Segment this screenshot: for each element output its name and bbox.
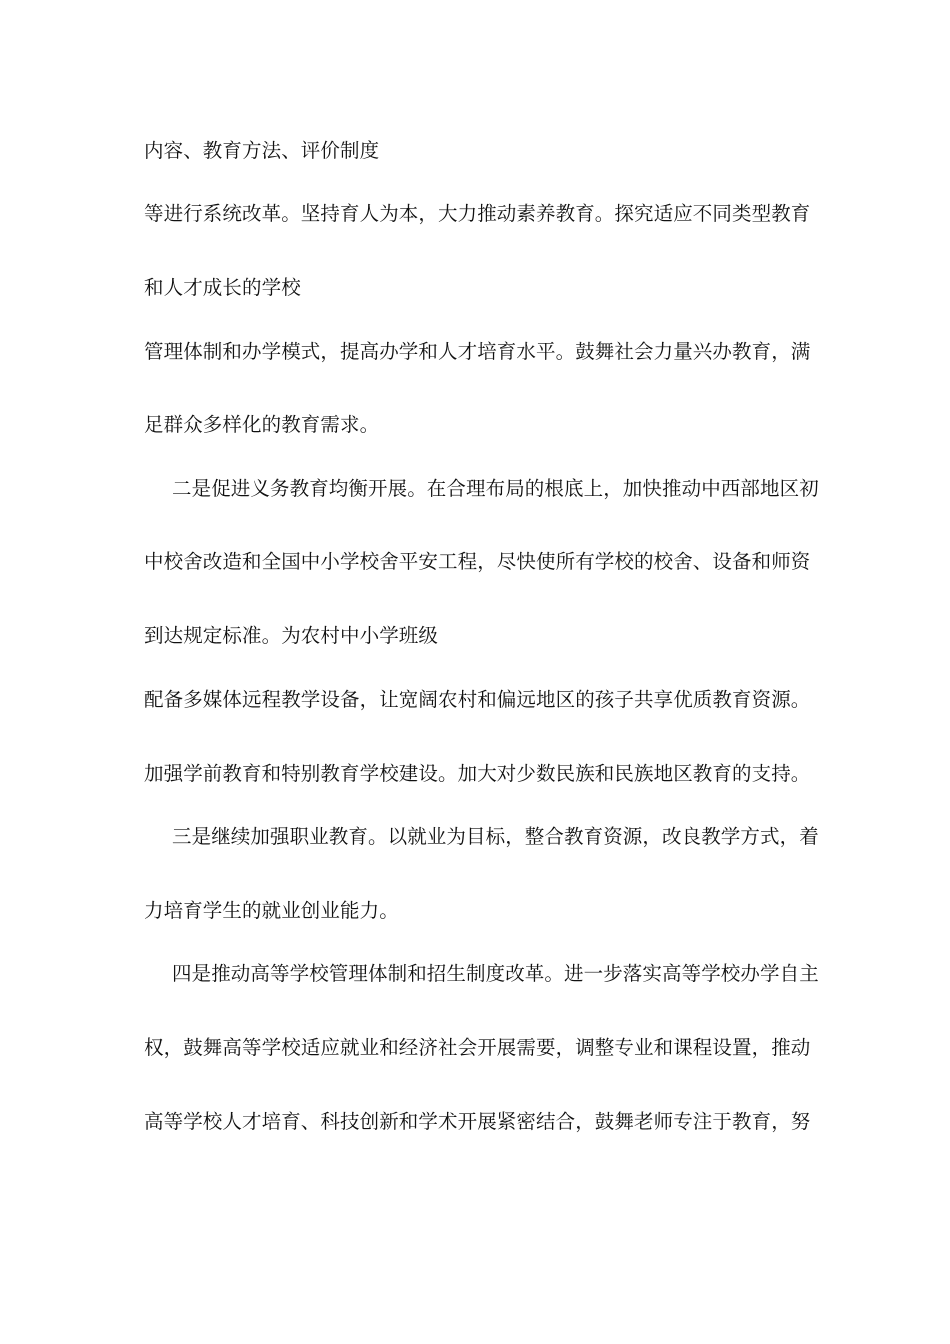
text-line: 到达规定标准。为农村中小学班级 [144,624,439,647]
text-line: 配备多媒体远程教学设备，让宽阔农村和偏远地区的孩子共享优质教育资源。 [144,688,811,711]
text-line: 管理体制和办学模式，提高办学和人才培育水平。鼓舞社会力量兴办教育，满 [144,340,811,363]
paragraph-start-line: 二是促进义务教育均衡开展。在合理布局的根底上，加快推动中西部地区初 [172,477,819,500]
text-line: 高等学校人才培育、科技创新和学术开展紧密结合，鼓舞老师专注于教育，努 [144,1110,811,1133]
text-line: 内容、教育方法、评价制度 [144,139,380,162]
text-line: 和人才成长的学校 [144,276,301,299]
text-line: 加强学前教育和特别教育学校建设。加大对少数民族和民族地区教育的支持。 [144,762,811,785]
paragraph-start-line: 四是推动高等学校管理体制和招生制度改革。进一步落实高等学校办学自主 [172,962,819,985]
text-line: 中校舍改造和全国中小学校舍平安工程，尽快使所有学校的校舍、设备和师资 [144,550,811,573]
text-line: 力培育学生的就业创业能力。 [144,899,399,922]
paragraph-start-line: 三是继续加强职业教育。以就业为目标，整合教育资源，改良教学方式，着 [172,825,819,848]
text-line: 权，鼓舞高等学校适应就业和经济社会开展需要，调整专业和课程设置，推动 [144,1036,811,1059]
text-line: 等进行系统改革。坚持育人为本，大力推动素养教育。探究适应不同类型教育 [144,202,811,225]
text-line: 足群众多样化的教育需求。 [144,413,380,436]
